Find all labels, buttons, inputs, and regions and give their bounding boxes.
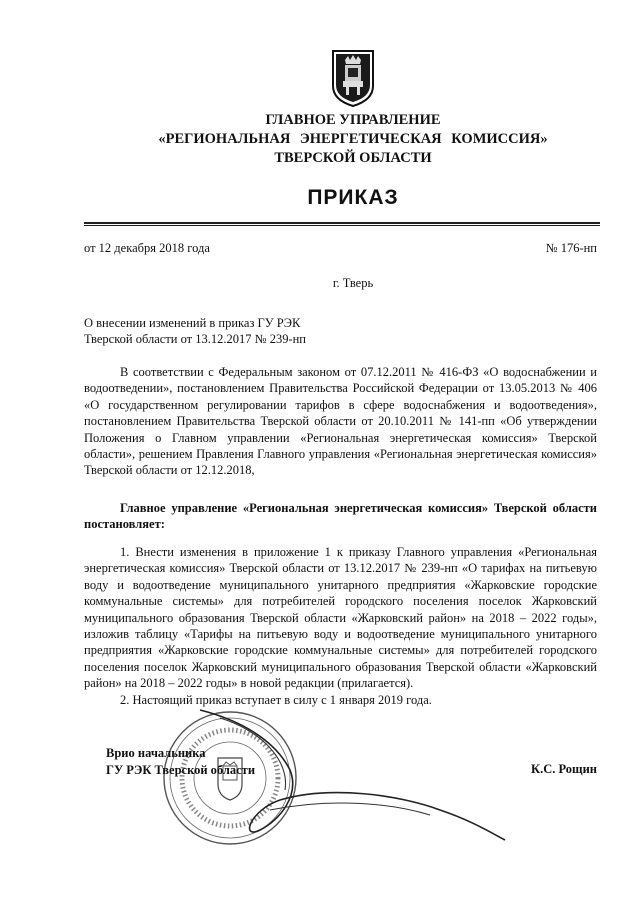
tver-coat-of-arms-icon (330, 48, 376, 108)
header-divider (84, 222, 600, 224)
org-name-line2: «РЕГИОНАЛЬНАЯ ЭНЕРГЕТИЧЕСКАЯ КОМИССИЯ» (158, 131, 548, 147)
org-name-line3: ТВЕРСКОЙ ОБЛАСТИ (274, 150, 432, 166)
header-divider-thin (84, 225, 600, 226)
org-name-line1: ГЛАВНОЕ УПРАВЛЕНИЕ (265, 112, 441, 128)
document-subject (84, 315, 444, 347)
document-city: г. Тверь (332, 276, 374, 290)
signatory-title-line2: ГУ РЭК Тверской области (106, 763, 256, 777)
order-item-2: 2. Настоящий приказ вступает в силу с 1 января 2019 года. (120, 692, 432, 707)
signatory-title-line1: Врио начальника (106, 746, 206, 760)
preamble-paragraph: В соответствии с Федеральным законом от 07.12.2011 № 416-ФЗ «О водоснабжении и водоотведении», постановлением Правительства Российской Федерации от 13.05.2013 № 406 «О государственном регулировании тарифов в сфере водоснабжения и водоотведения», постановлением Правительства Тверской области от 20.10.2011 № 141-пп «Об утверждении Положения о Главном управлении «Региональная энергетическая комиссия» Тверской области», решением Правления Главного управления «Региональная энергетическая комиссия» Тверской области от 12.12.2018, (84, 365, 597, 478)
order-item-1: 1. Внести изменения в приложение 1 к приказу Главного управления «Региональная энергетическая комиссия» Тверской области от 13.12.2017 № 239-нп «О тарифах на питьевую воду и водоотведение муниципального унитарного предприятия «Жарковские городские коммунальные системы» для потребителей городского поселения поселок Жарковский муниципального образования Тверской области «Жарковский район» на 2018 – 2022 годы», изложив таблицу «Тарифы на питьевую воду и водоотведение муниципального унитарного предприятия «Жарковские городские коммунальные системы» для потребителей городского поселения поселок Жарковский муниципального образования Тверской области «Жарковский район» на 2018 – 2022 годы» в новой редакции (прилагается). (84, 545, 597, 691)
handwritten-signature-icon (180, 700, 510, 860)
subject-line2: Тверской области от 13.12.2017 № 239-нп (84, 332, 306, 346)
document-date: от 12 декабря 2018 года (84, 241, 210, 255)
subject-line1: О внесении изменений в приказ ГУ РЭК (84, 316, 301, 330)
order-items (84, 544, 597, 708)
document-type-title: ПРИКАЗ (307, 186, 399, 209)
document-number: № 176-нп (545, 241, 597, 255)
resolution-paragraph: Главное управление «Региональная энергетическая комиссия» Тверской области постановляет: (84, 501, 597, 531)
signatory-name: К.С. Рощин (531, 762, 597, 776)
